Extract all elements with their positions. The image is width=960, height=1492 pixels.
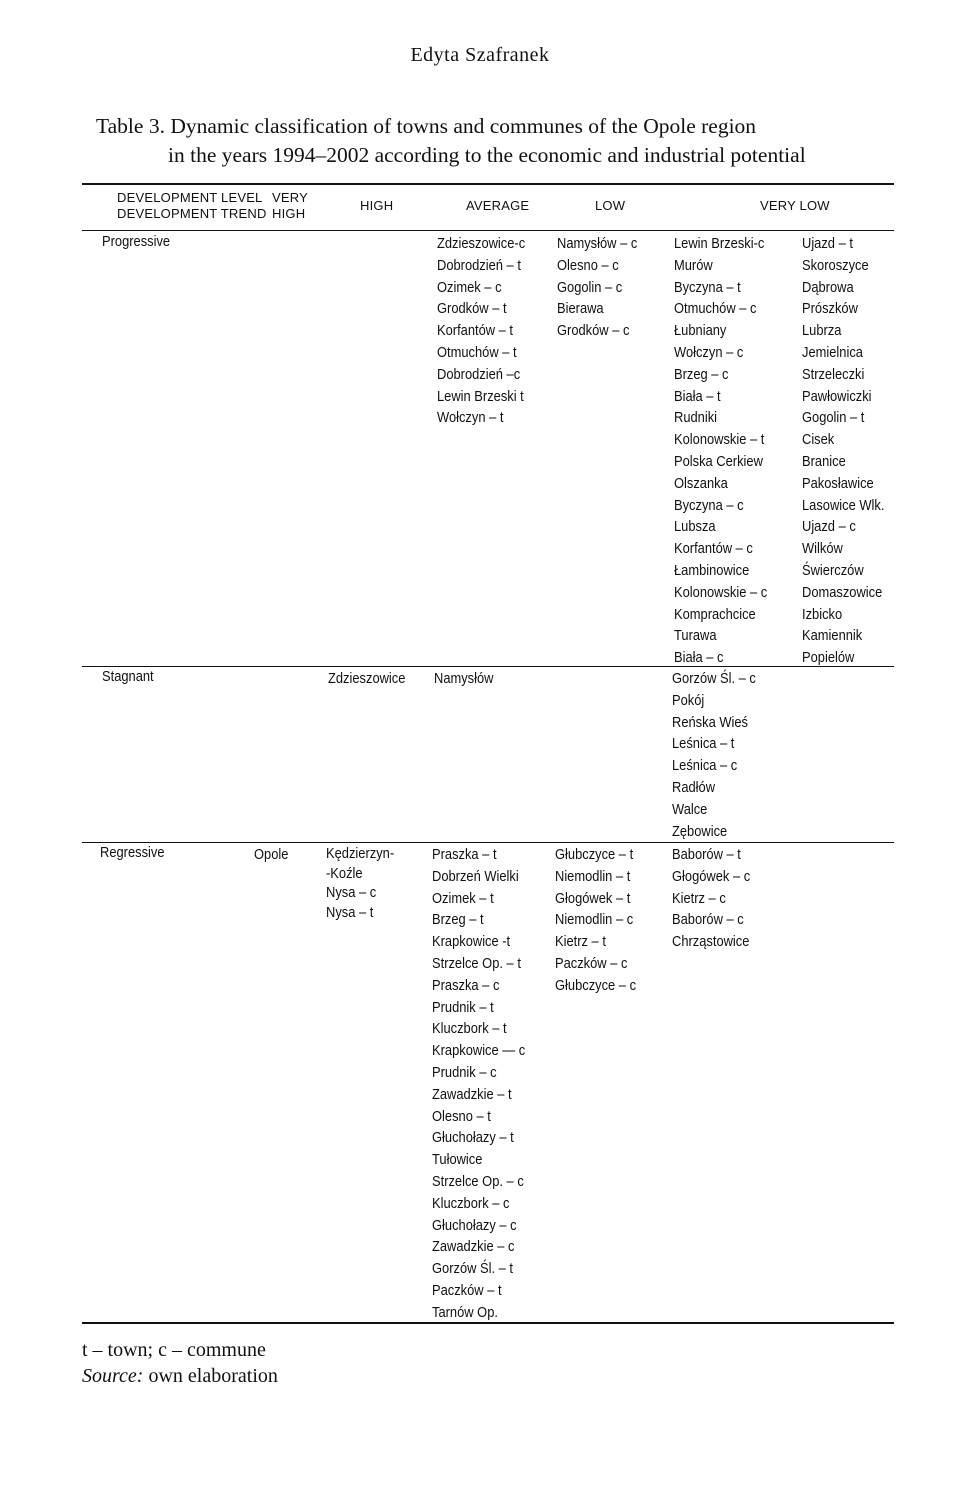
regressive-very-low-list xyxy=(672,844,750,953)
table-cell-entry: Lewin Brzeski t xyxy=(437,387,524,405)
table-cell-entry: Kluczbork – c xyxy=(432,1194,510,1212)
table-cell-entry: Głuchołazy – c xyxy=(432,1216,517,1234)
table-cell-entry: Baborów – t xyxy=(672,846,741,863)
table-cell-entry: Jemielnica xyxy=(802,343,863,361)
legend-source xyxy=(82,1363,278,1389)
stagnant-bottom-rule xyxy=(82,842,894,843)
progressive-low-list xyxy=(557,233,637,342)
table-cell-entry: Otmuchów – t xyxy=(437,343,517,361)
table-cell-entry: Branice xyxy=(802,452,846,470)
trend-stagnant: Stagnant xyxy=(102,668,154,685)
table-cell-entry: Niemodlin – t xyxy=(555,867,631,885)
table-cell-entry: Kietrz – c xyxy=(672,889,726,907)
header-high: HIGH xyxy=(360,198,394,213)
header-very-high-line1: VERY xyxy=(272,190,308,205)
stagnant-average-list xyxy=(434,668,494,690)
table-cell-entry: Kolonowskie – c xyxy=(674,583,768,601)
table-cell-entry: Dobrzeń Wielki xyxy=(432,867,519,885)
table-cell-entry: Baborów – c xyxy=(672,911,744,929)
table-cell-entry: Gogolin – c xyxy=(557,278,623,296)
table-cell-entry: Głogówek – c xyxy=(672,867,751,885)
header-development-level: DEVELOPMENT LEVEL xyxy=(117,190,263,205)
table-cell-entry: Ozimek – c xyxy=(437,278,502,296)
table-cell-entry: Chrząstowice xyxy=(672,933,750,951)
regressive-high-list xyxy=(326,844,394,922)
table-cell-entry: Prudnik – c xyxy=(432,1063,497,1081)
table-cell-entry: Byczyna – t xyxy=(674,278,741,296)
header-low: LOW xyxy=(595,198,626,213)
table-cell-entry: Gorzów Śl. – c xyxy=(672,670,756,687)
table-cell-entry: Nysa – c xyxy=(326,884,377,901)
author-name: Edyta Szafranek xyxy=(410,44,550,66)
table-cell-entry: Gorzów Śl. – t xyxy=(432,1260,514,1278)
table-cell-entry: Krapkowice — c xyxy=(432,1042,526,1060)
source-label: Source: xyxy=(82,1365,144,1387)
stagnant-high-list xyxy=(328,668,405,690)
table-cell-entry: Gogolin – t xyxy=(802,409,865,427)
table-cell-entry: Reńska Wieś xyxy=(672,713,748,731)
table-cell-entry: Kluczbork – t xyxy=(432,1020,507,1038)
table-cell-entry: Namysłów – c xyxy=(557,235,638,252)
table-cell-entry: Olesno – c xyxy=(557,256,619,274)
table-cell-entry: Leśnica – c xyxy=(672,757,738,775)
source-text: own elaboration xyxy=(143,1365,278,1387)
table-cell-entry: Tarnów Op. xyxy=(432,1303,498,1321)
table-cell-entry: Zdzieszowice xyxy=(328,670,406,687)
caption-line-2: in the years 1994–2002 according to the economic and industrial potential xyxy=(168,143,806,167)
header-very-low: VERY LOW xyxy=(760,198,830,213)
caption-line-1: Table 3. Dynamic classification of towns and communes of the Opole region xyxy=(96,114,757,138)
table-cell-entry: Walce xyxy=(672,800,708,818)
table-cell-entry: Pokój xyxy=(672,691,705,709)
table-cell-entry: Strzeleczki xyxy=(802,365,865,383)
table-cell-entry: Zawadzkie – t xyxy=(432,1085,512,1103)
regressive-very-high-list xyxy=(254,844,288,866)
table-cell-entry: Lasowice Wlk. xyxy=(802,496,885,514)
table-cell-entry: Prudnik – t xyxy=(432,998,494,1016)
table-cell-entry: Biała – t xyxy=(674,387,721,405)
table-legend xyxy=(82,1337,278,1389)
table-cell-entry: Pakosławice xyxy=(802,474,874,492)
header-very-high xyxy=(272,190,308,222)
table-top-rule xyxy=(82,183,894,185)
table-cell-entry: Leśnica – t xyxy=(672,735,735,753)
table-cell-entry: Skoroszyce xyxy=(802,256,869,274)
trend-progressive: Progressive xyxy=(102,233,171,250)
table-cell-entry: Domaszowice xyxy=(802,583,883,601)
table-cell-entry: Nysa – t xyxy=(326,903,374,921)
header-very-high-line2: HIGH xyxy=(272,206,306,221)
table-cell-entry: Praszka – t xyxy=(432,846,497,863)
stagnant-very-low-list xyxy=(672,668,756,842)
progressive-bottom-rule xyxy=(82,666,894,667)
table-cell-entry: Krapkowice -t xyxy=(432,933,511,951)
table-cell-entry: Izbicko xyxy=(802,605,843,623)
table-cell-entry: Dobrodzień –c xyxy=(437,365,521,383)
table-cell-entry: Kietrz – t xyxy=(555,933,606,951)
regressive-average-list xyxy=(432,844,525,1324)
table-cell-entry: Łambinowice xyxy=(674,561,750,579)
table-cell-entry: Korfantów – c xyxy=(674,540,753,558)
trend-regressive: Regressive xyxy=(100,844,165,861)
table-cell-entry: Głogówek – t xyxy=(555,889,631,907)
table-cell-entry: Brzeg – t xyxy=(432,911,484,929)
legend-abbreviations: t – town; c – commune xyxy=(82,1339,266,1361)
table-cell-entry: Głubczyce – t xyxy=(555,846,634,863)
table-cell-entry: Wołczyn – t xyxy=(437,409,504,427)
table-cell-entry: Grodków – t xyxy=(437,300,507,318)
header-average: AVERAGE xyxy=(466,198,530,213)
table-cell-entry: Lubrza xyxy=(802,322,842,340)
table-cell-entry: Zębowice xyxy=(672,822,728,840)
table-cell-entry: Zdzieszowice-c xyxy=(437,235,526,252)
table-cell-entry: Kamiennik xyxy=(802,627,863,645)
table-cell-entry: Praszka – c xyxy=(432,976,500,994)
table-cell-entry: Lewin Brzeski-c xyxy=(674,235,765,252)
table-cell-entry: -Koźle xyxy=(326,864,363,882)
progressive-very-low-list-b xyxy=(802,233,884,669)
regressive-low-list xyxy=(555,844,636,997)
table-cell-entry: Paczków – t xyxy=(432,1281,502,1299)
table-cell-entry: Ujazd – t xyxy=(802,235,853,252)
table-cell-entry: Korfantów – t xyxy=(437,322,514,340)
table-cell-entry: Radłów xyxy=(672,778,716,796)
table-cell-entry: Biała – c xyxy=(674,649,724,667)
table-cell-entry: Wołczyn – c xyxy=(674,343,744,361)
header-development-trend: DEVELOPMENT TREND xyxy=(117,206,267,221)
table-cell-entry: Ujazd – c xyxy=(802,518,856,536)
table-cell-entry: Popielów xyxy=(802,649,855,667)
table-cell-entry: Dąbrowa xyxy=(802,278,854,296)
table-cell-entry: Ozimek – t xyxy=(432,889,494,907)
table-cell-entry: Pawłowiczki xyxy=(802,387,872,405)
table-cell-entry: Strzelce Op. – t xyxy=(432,954,521,972)
table-cell-entry: Cisek xyxy=(802,431,835,449)
table-cell-entry: Bierawa xyxy=(557,300,604,318)
table-cell-entry: Prószków xyxy=(802,300,858,318)
table-cell-entry: Komprachcice xyxy=(674,605,756,623)
table-caption xyxy=(96,112,806,170)
table-cell-entry: Łubniany xyxy=(674,322,727,340)
table-cell-entry: Opole xyxy=(254,846,289,863)
table-cell-entry: Brzeg – c xyxy=(674,365,729,383)
table-cell-entry: Strzelce Op. – c xyxy=(432,1172,524,1190)
table-cell-entry: Lubsza xyxy=(674,518,716,536)
table-cell-entry: Kędzierzyn- xyxy=(326,845,395,862)
table-cell-entry: Byczyna – c xyxy=(674,496,744,514)
header-bottom-rule xyxy=(82,230,894,231)
table-cell-entry: Olszanka xyxy=(674,474,728,492)
table-bottom-rule xyxy=(82,1322,894,1324)
table-cell-entry: Polska Cerkiew xyxy=(674,452,763,470)
table-cell-entry: Murów xyxy=(674,256,713,274)
table-cell-entry: Głubczyce – c xyxy=(555,976,637,994)
table-cell-entry: Głuchołazy – t xyxy=(432,1129,514,1147)
header-row-labels xyxy=(117,190,267,222)
table-cell-entry: Tułowice xyxy=(432,1151,483,1169)
table-cell-entry: Otmuchów – c xyxy=(674,300,757,318)
table-cell-entry: Niemodlin – c xyxy=(555,911,634,929)
table-cell-entry: Turawa xyxy=(674,627,717,645)
progressive-very-low-list-a xyxy=(674,233,767,669)
table-cell-entry: Grodków – c xyxy=(557,322,630,340)
table-cell-entry: Świerczów xyxy=(802,561,864,579)
table-cell-entry: Namysłów xyxy=(434,670,494,687)
table-cell-entry: Paczków – c xyxy=(555,954,628,972)
table-cell-entry: Olesno – t xyxy=(432,1107,491,1125)
table-cell-entry: Kolonowskie – t xyxy=(674,431,765,449)
table-cell-entry: Zawadzkie – c xyxy=(432,1238,515,1256)
progressive-average-list xyxy=(437,233,525,429)
table-cell-entry: Dobrodzień – t xyxy=(437,256,521,274)
table-cell-entry: Rudniki xyxy=(674,409,718,427)
table-cell-entry: Wilków xyxy=(802,540,843,558)
